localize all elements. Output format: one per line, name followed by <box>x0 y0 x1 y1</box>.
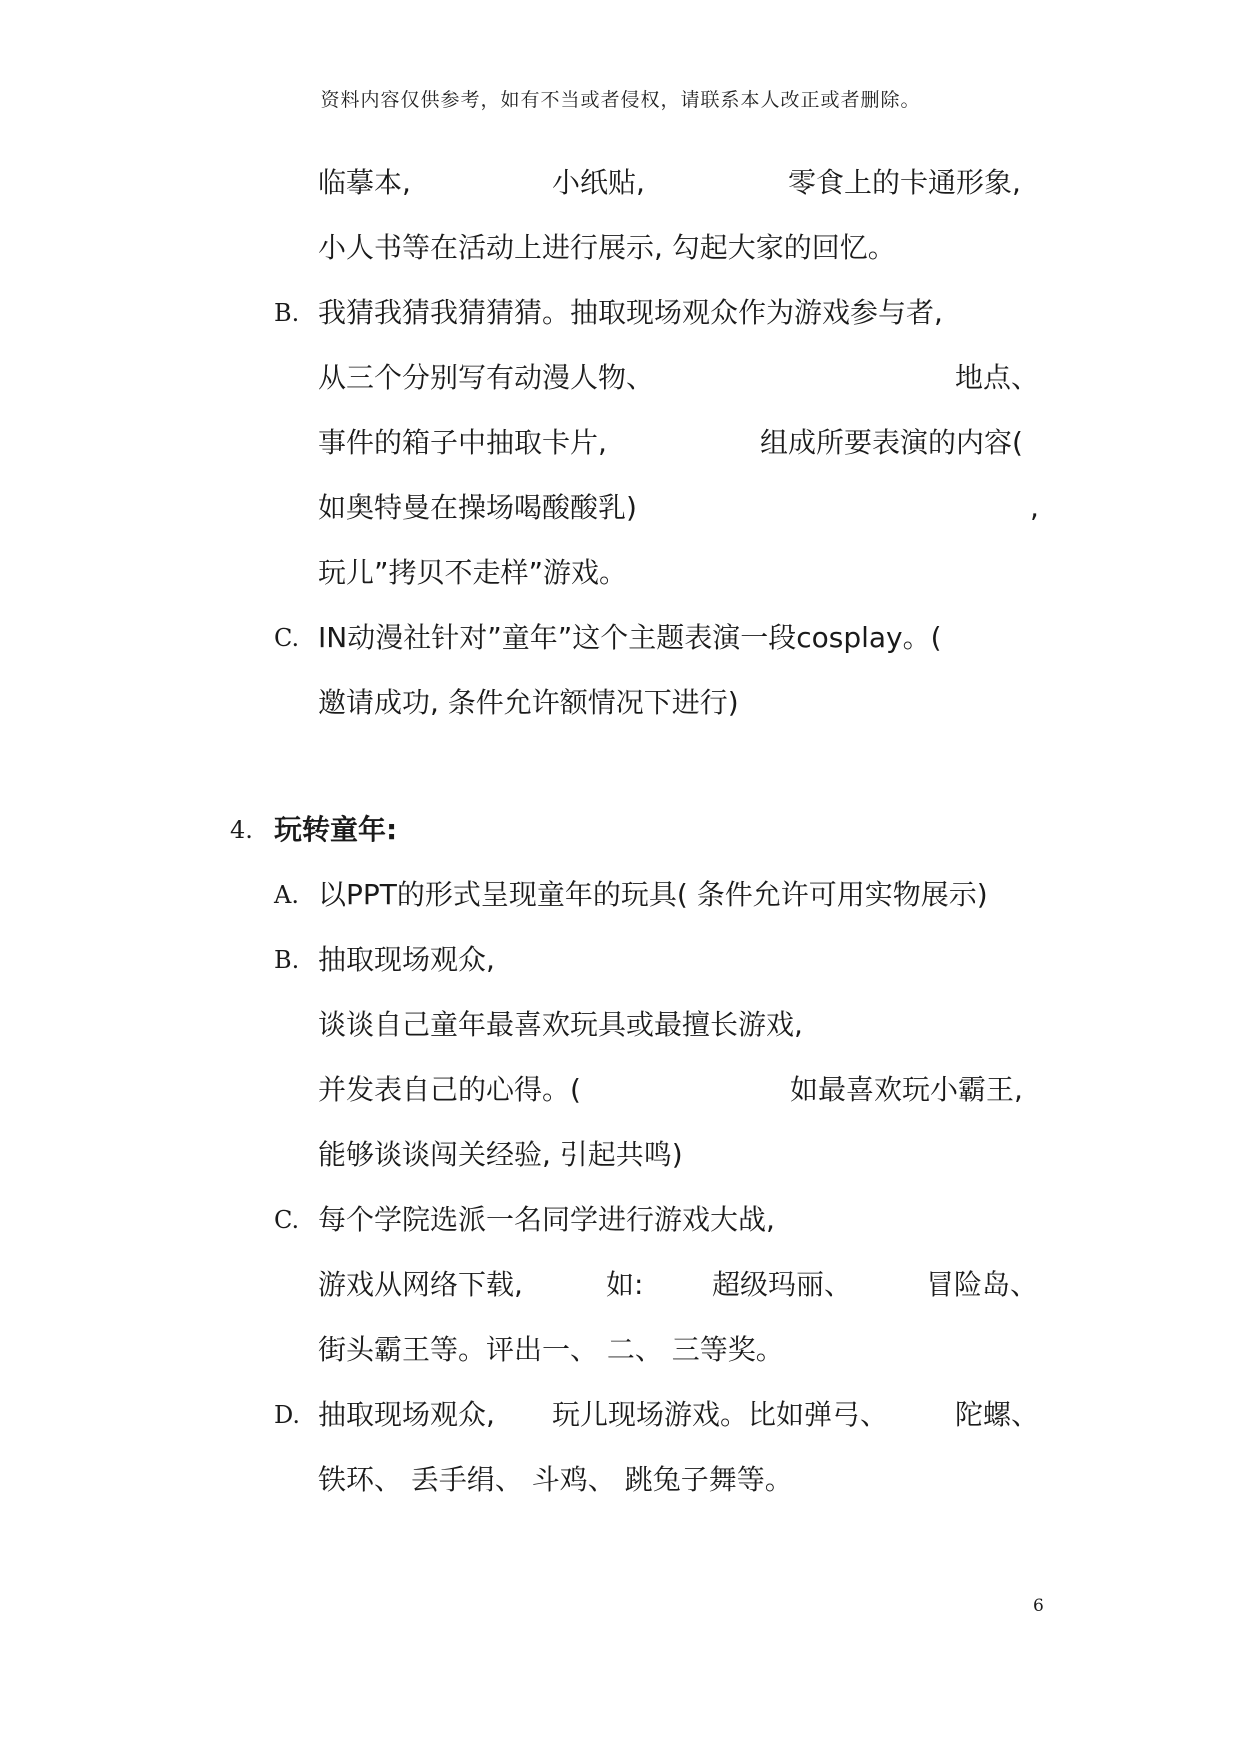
text-line: 抽取现场观众, <box>318 943 495 976</box>
section-number: 4. <box>230 816 253 844</box>
text-line: 冒险岛、 <box>926 1268 1039 1301</box>
text-line: 抽取现场观众, <box>318 1398 495 1431</box>
text-line: 陀螺、 <box>955 1398 1040 1431</box>
text-line: 地点、 <box>955 361 1040 394</box>
text-line: IN动漫社针对”童年”这个主题表演一段cosplay。( <box>318 621 942 654</box>
text-line: , <box>1030 491 1039 524</box>
text-line: 游戏从网络下载, <box>318 1268 523 1301</box>
section-title: 玩转童年: <box>274 813 398 846</box>
list-marker: A. <box>274 881 299 909</box>
text-line: 事件的箱子中抽取卡片, <box>318 426 607 459</box>
text-line: 临摹本, <box>318 166 411 199</box>
list-marker: C. <box>274 624 300 652</box>
list-marker: B. <box>274 946 300 974</box>
list-marker: C. <box>274 1206 300 1234</box>
text-line: 能够谈谈闯关经验, 引起共鸣) <box>318 1138 683 1171</box>
text-line: 如最喜欢玩小霸王, <box>790 1073 1023 1106</box>
text-line: 谈谈自己童年最喜欢玩具或最擅长游戏, <box>318 1008 803 1041</box>
copyright-notice: 资料内容仅供参考，如有不当或者侵权，请联系本人改正或者删除。 <box>320 89 921 111</box>
text-line: 邀请成功, 条件允许额情况下进行) <box>318 686 739 719</box>
text-line: 并发表自己的心得。( <box>318 1073 581 1106</box>
text-line: 超级玛丽、 <box>712 1268 853 1301</box>
text-line: 零食上的卡通形象, <box>788 166 1021 199</box>
text-line: 组成所要表演的内容( <box>760 426 1023 459</box>
text-line: 以PPT的形式呈现童年的玩具( 条件允许可用实物展示) <box>318 878 988 911</box>
text-line: 如: <box>606 1268 644 1301</box>
text-line: 小纸贴, <box>552 166 645 199</box>
text-line: 铁环、 丢手绢、 斗鸡、 跳兔子舞等。 <box>318 1463 793 1496</box>
text-line: 街头霸王等。评出一、 二、 三等奖。 <box>318 1333 784 1366</box>
text-line: 小人书等在活动上进行展示, 勾起大家的回忆。 <box>318 231 896 264</box>
text-line: 我猜我猜我猜猜猜。抽取现场观众作为游戏参与者, <box>318 296 943 329</box>
list-marker: B. <box>274 299 300 327</box>
text-line: 每个学院选派一名同学进行游戏大战, <box>318 1203 775 1236</box>
text-line: 玩儿”拷贝不走样”游戏。 <box>318 556 628 589</box>
text-line: 从三个分别写有动漫人物、 <box>318 361 655 394</box>
text-line: 玩儿现场游戏。比如弹弓、 <box>552 1398 889 1431</box>
list-marker: D. <box>274 1401 301 1429</box>
page-number: 6 <box>1033 1596 1044 1616</box>
text-line: 如奥特曼在操场喝酸酸乳) <box>318 491 637 524</box>
